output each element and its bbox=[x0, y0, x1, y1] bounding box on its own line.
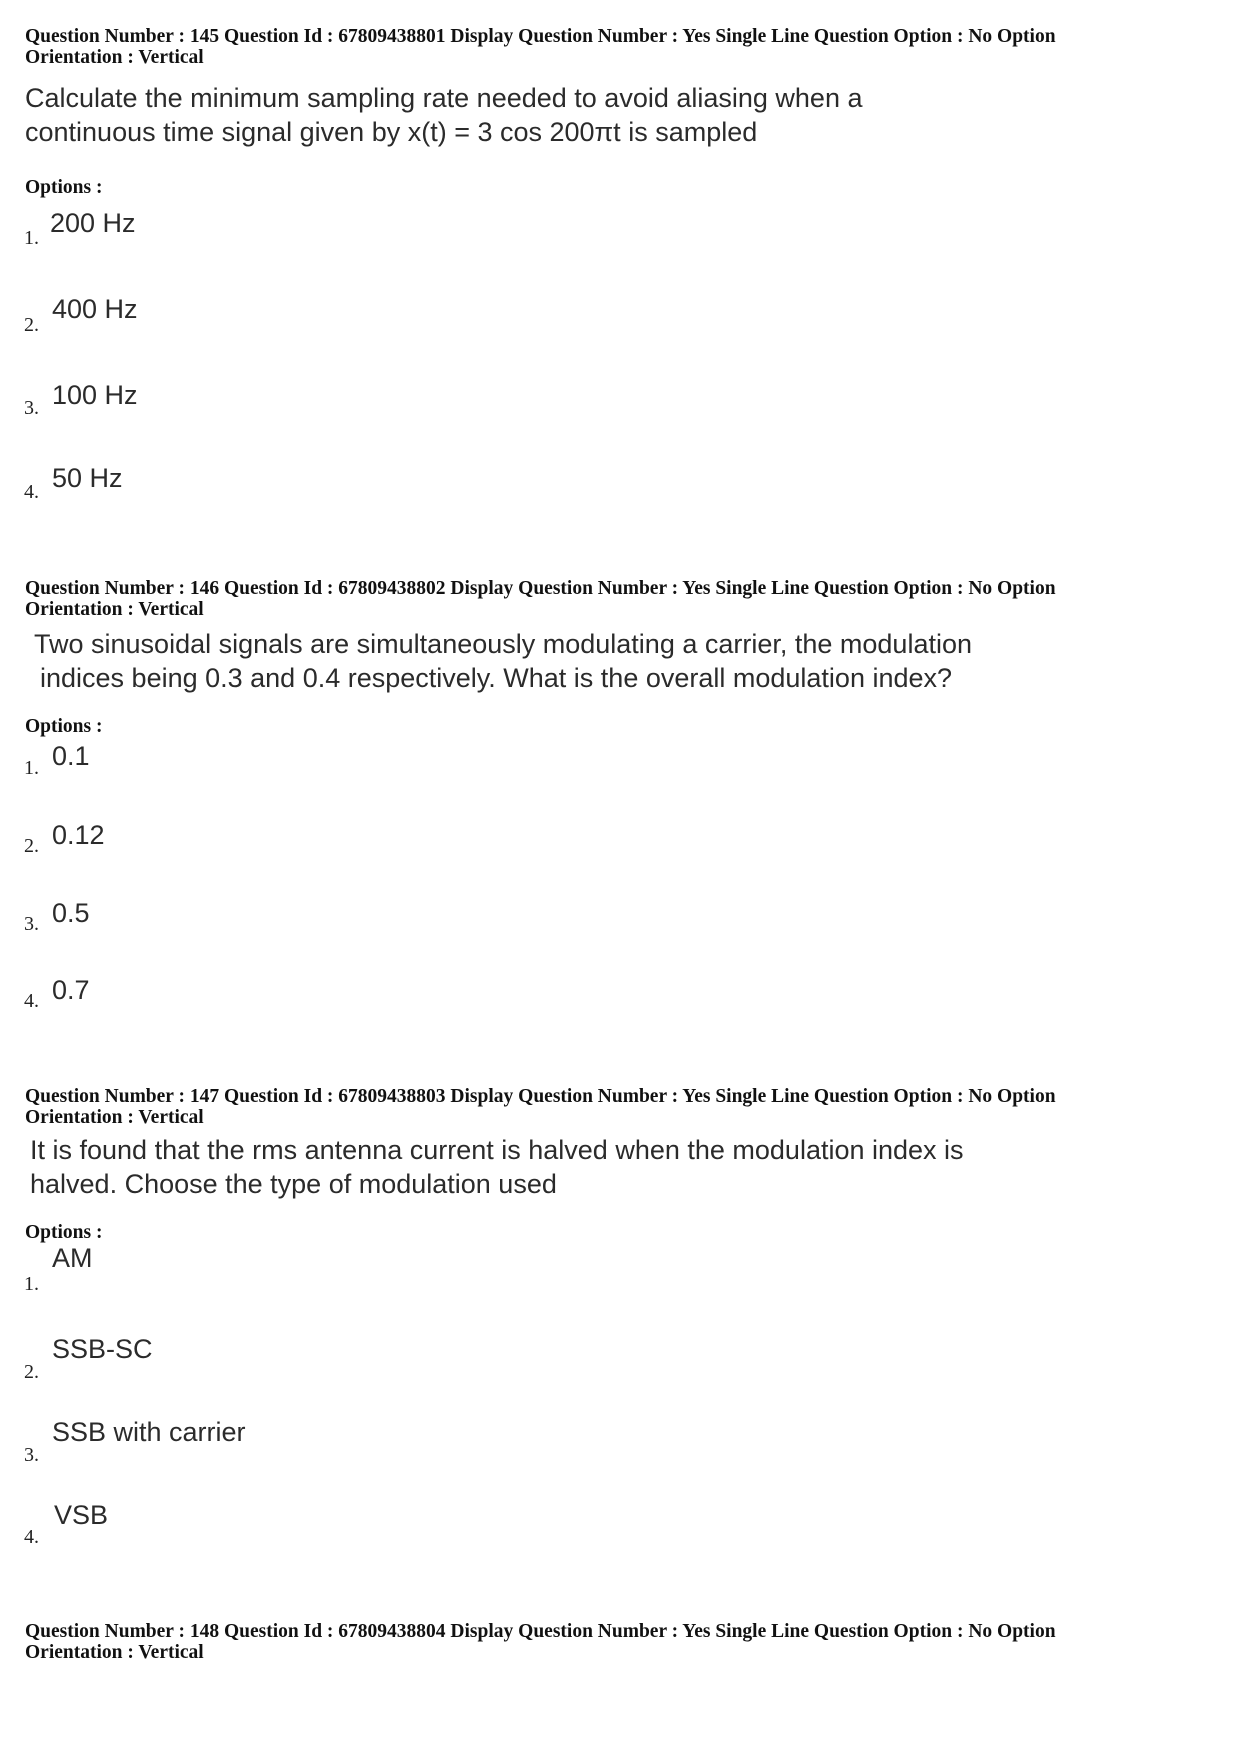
option-number: 4. bbox=[24, 990, 39, 1012]
question-meta-line: Question Number : 148 Question Id : 67809438804 Display Question Number : Yes Single Line Question Option : No Option bbox=[25, 1621, 1056, 1642]
option-number: 1. bbox=[24, 757, 39, 779]
option-text[interactable]: 50 Hz bbox=[52, 463, 123, 493]
option-text[interactable]: 100 Hz bbox=[52, 380, 138, 410]
option-number: 2. bbox=[24, 1361, 39, 1383]
question-147-text bbox=[30, 1133, 964, 1201]
option-number: 2. bbox=[24, 835, 39, 857]
question-147-meta bbox=[25, 1086, 1215, 1128]
option-text[interactable]: AM bbox=[52, 1243, 93, 1273]
question-145-text bbox=[25, 81, 862, 149]
question-text-line: halved. Choose the type of modulation used bbox=[30, 1169, 557, 1199]
question-meta-line: Question Number : 146 Question Id : 67809438802 Display Question Number : Yes Single Line Question Option : No Option bbox=[25, 578, 1056, 599]
question-text-line: indices being 0.3 and 0.4 respectively. What is the overall modulation index? bbox=[40, 663, 953, 693]
question-text-line: Two sinusoidal signals are simultaneously modulating a carrier, the modulation bbox=[34, 629, 972, 659]
option-text[interactable]: SSB-SC bbox=[52, 1334, 153, 1364]
option-text[interactable]: 0.1 bbox=[52, 741, 90, 771]
option-number: 1. bbox=[24, 227, 39, 249]
option-text[interactable]: SSB with carrier bbox=[52, 1417, 246, 1447]
option-text[interactable]: 0.7 bbox=[52, 975, 90, 1005]
question-meta-line-2: Orientation : Vertical bbox=[25, 1107, 204, 1128]
question-meta-line: Question Number : 147 Question Id : 67809438803 Display Question Number : Yes Single Line Question Option : No Option bbox=[25, 1086, 1056, 1107]
question-meta-line-2: Orientation : Vertical bbox=[25, 599, 204, 620]
option-number: 3. bbox=[24, 397, 39, 419]
question-text-line: Calculate the minimum sampling rate needed to avoid aliasing when a bbox=[25, 83, 863, 113]
option-number: 3. bbox=[24, 1444, 39, 1466]
question-meta-line-2: Orientation : Vertical bbox=[25, 1642, 204, 1663]
option-text[interactable]: VSB bbox=[54, 1500, 109, 1530]
question-146-text bbox=[34, 627, 972, 695]
options-label: Options : bbox=[25, 1222, 103, 1243]
options-label: Options : bbox=[25, 716, 103, 737]
option-number: 4. bbox=[24, 1526, 39, 1548]
question-148-meta bbox=[25, 1621, 1215, 1663]
question-text-line: It is found that the rms antenna current is halved when the modulation index is bbox=[30, 1135, 964, 1165]
question-146-meta bbox=[25, 578, 1215, 620]
option-number: 3. bbox=[24, 913, 39, 935]
question-meta-line: Question Number : 145 Question Id : 67809438801 Display Question Number : Yes Single Line Question Option : No Option bbox=[25, 26, 1056, 47]
option-number: 4. bbox=[24, 481, 39, 503]
options-label: Options : bbox=[25, 177, 103, 198]
question-145-meta bbox=[25, 26, 1215, 68]
option-text[interactable]: 400 Hz bbox=[52, 294, 138, 324]
option-number: 2. bbox=[24, 314, 39, 336]
option-text[interactable]: 0.12 bbox=[52, 820, 105, 850]
option-text[interactable]: 0.5 bbox=[52, 898, 90, 928]
question-meta-line-2: Orientation : Vertical bbox=[25, 47, 204, 68]
option-text[interactable]: 200 Hz bbox=[50, 208, 136, 238]
option-number: 1. bbox=[24, 1273, 39, 1295]
question-text-line: continuous time signal given by x(t) = 3 cos 200πt is sampled bbox=[25, 117, 758, 147]
